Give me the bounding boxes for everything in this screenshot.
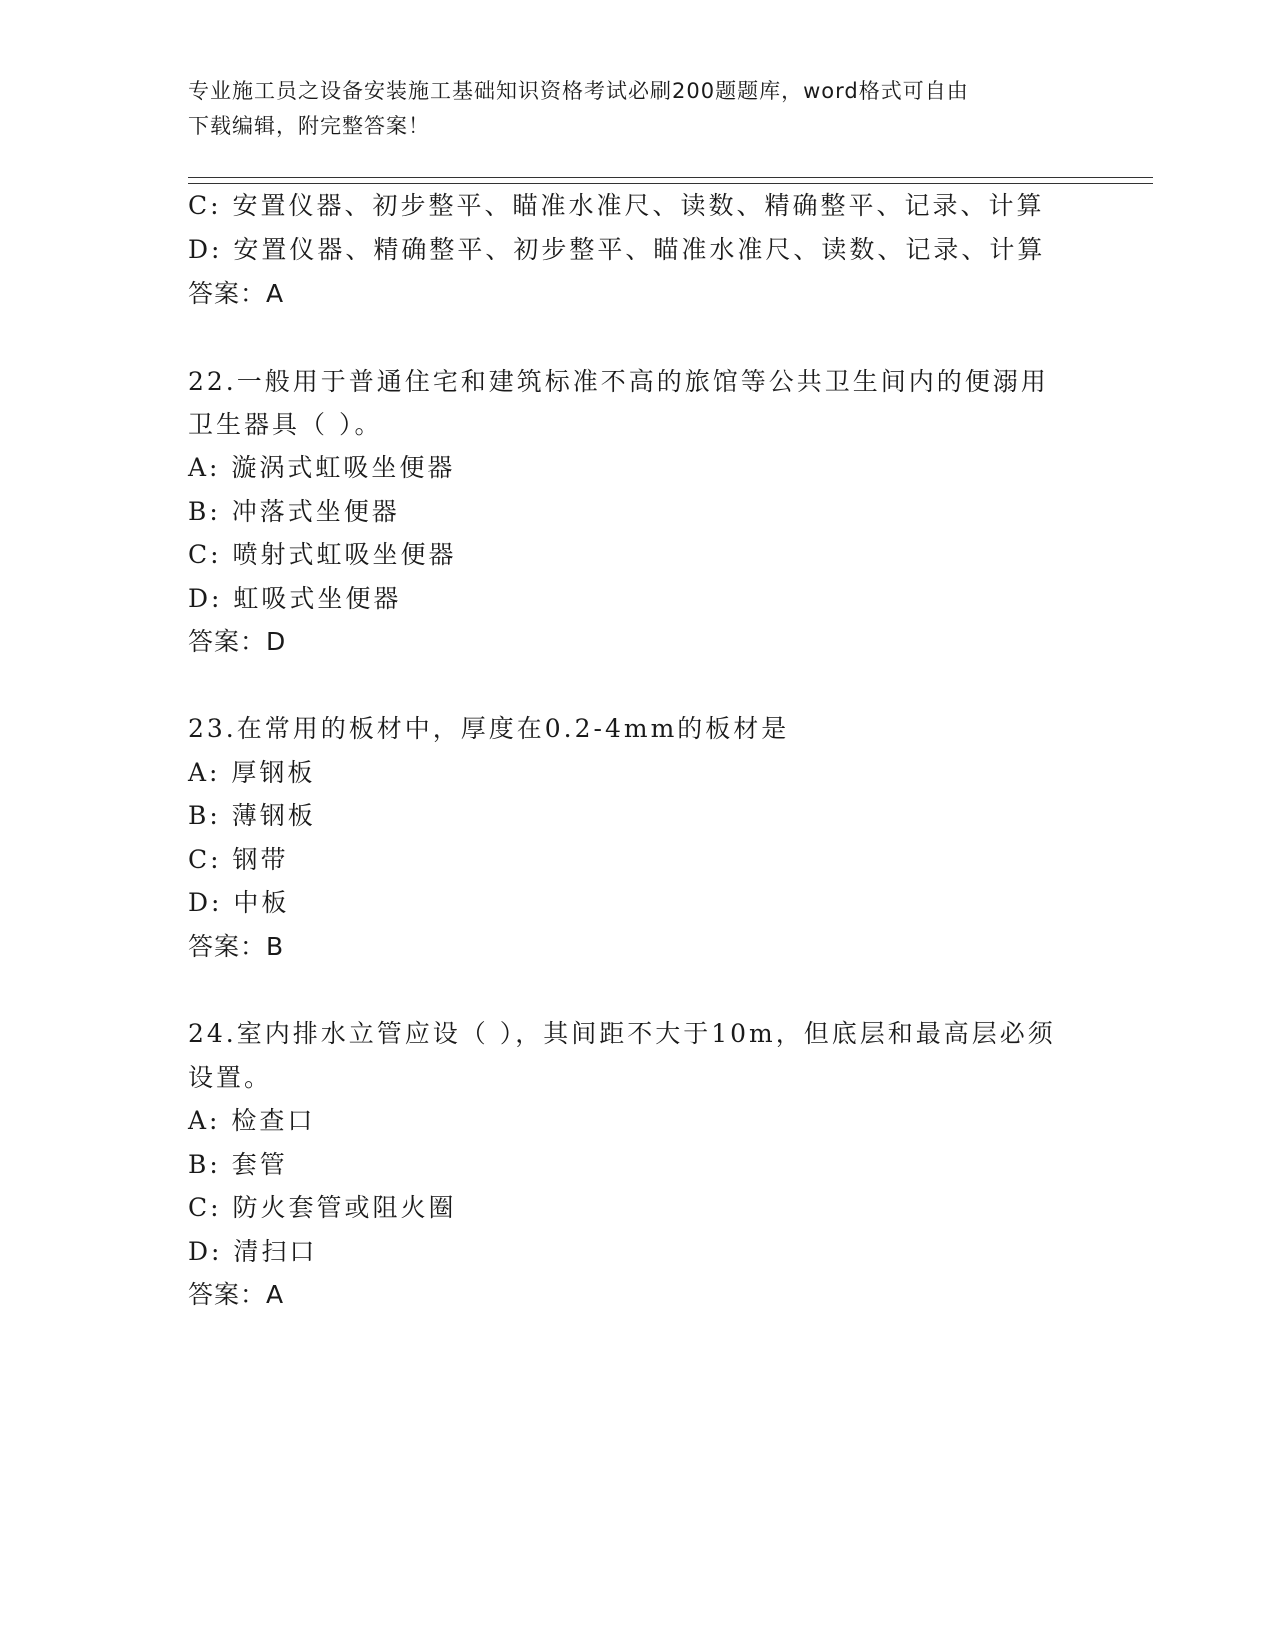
question-23-option-a: A: 厚钢板 [188, 758, 316, 787]
prev-question-option-d: D: 安置仪器、精确整平、初步整平、瞄准水准尺、读数、记录、计算 [188, 235, 1046, 264]
prev-question-option-c: C: 安置仪器、初步整平、瞄准水准尺、读数、精确整平、记录、计算 [188, 191, 1045, 220]
question-23-option-c: C: 钢带 [188, 845, 289, 874]
question-22-option-c: C: 喷射式虹吸坐便器 [188, 540, 457, 569]
question-22-option-a: A: 漩涡式虹吸坐便器 [188, 453, 456, 482]
question-22-option-d: D: 虹吸式坐便器 [188, 584, 402, 613]
question-22-stem-line-1: 22.一般用于普通住宅和建筑标准不高的旅馆等公共卫生间内的便溺用 [188, 367, 1049, 396]
question-24-option-b: B: 套管 [188, 1150, 288, 1179]
question-23-stem-line-1: 23.在常用的板材中，厚度在0.2-4mm的板材是 [188, 714, 790, 743]
question-22-stem-line-2: 卫生器具（ ）。 [188, 410, 383, 439]
question-24-answer: 答案：A [188, 1280, 285, 1309]
header-title-line-1: 专业施工员之设备安装施工基础知识资格考试必刷200题题库，word格式可自由 [188, 79, 969, 103]
header-divider-top [188, 177, 1153, 178]
question-22-answer: 答案：D [188, 627, 287, 656]
question-23-answer: 答案：B [188, 932, 285, 961]
question-24-option-a: A: 检查口 [188, 1106, 316, 1135]
question-24-stem-line-2: 设置。 [188, 1063, 273, 1092]
question-24-option-c: C: 防火套管或阻火圈 [188, 1193, 457, 1222]
question-24-stem-line-1: 24.室内排水立管应设（ ），其间距不大于10m，但底层和最高层必须 [188, 1019, 1056, 1048]
question-24-option-d: D: 清扫口 [188, 1237, 318, 1266]
question-23-option-d: D: 中板 [188, 888, 290, 917]
header-title-line-2: 下载编辑，附完整答案！ [188, 114, 430, 138]
prev-question-answer: 答案：A [188, 279, 285, 308]
question-23-option-b: B: 薄钢板 [188, 801, 316, 830]
header-divider-bottom [188, 183, 1153, 184]
document-header [188, 74, 1088, 144]
question-22-option-b: B: 冲落式坐便器 [188, 497, 400, 526]
